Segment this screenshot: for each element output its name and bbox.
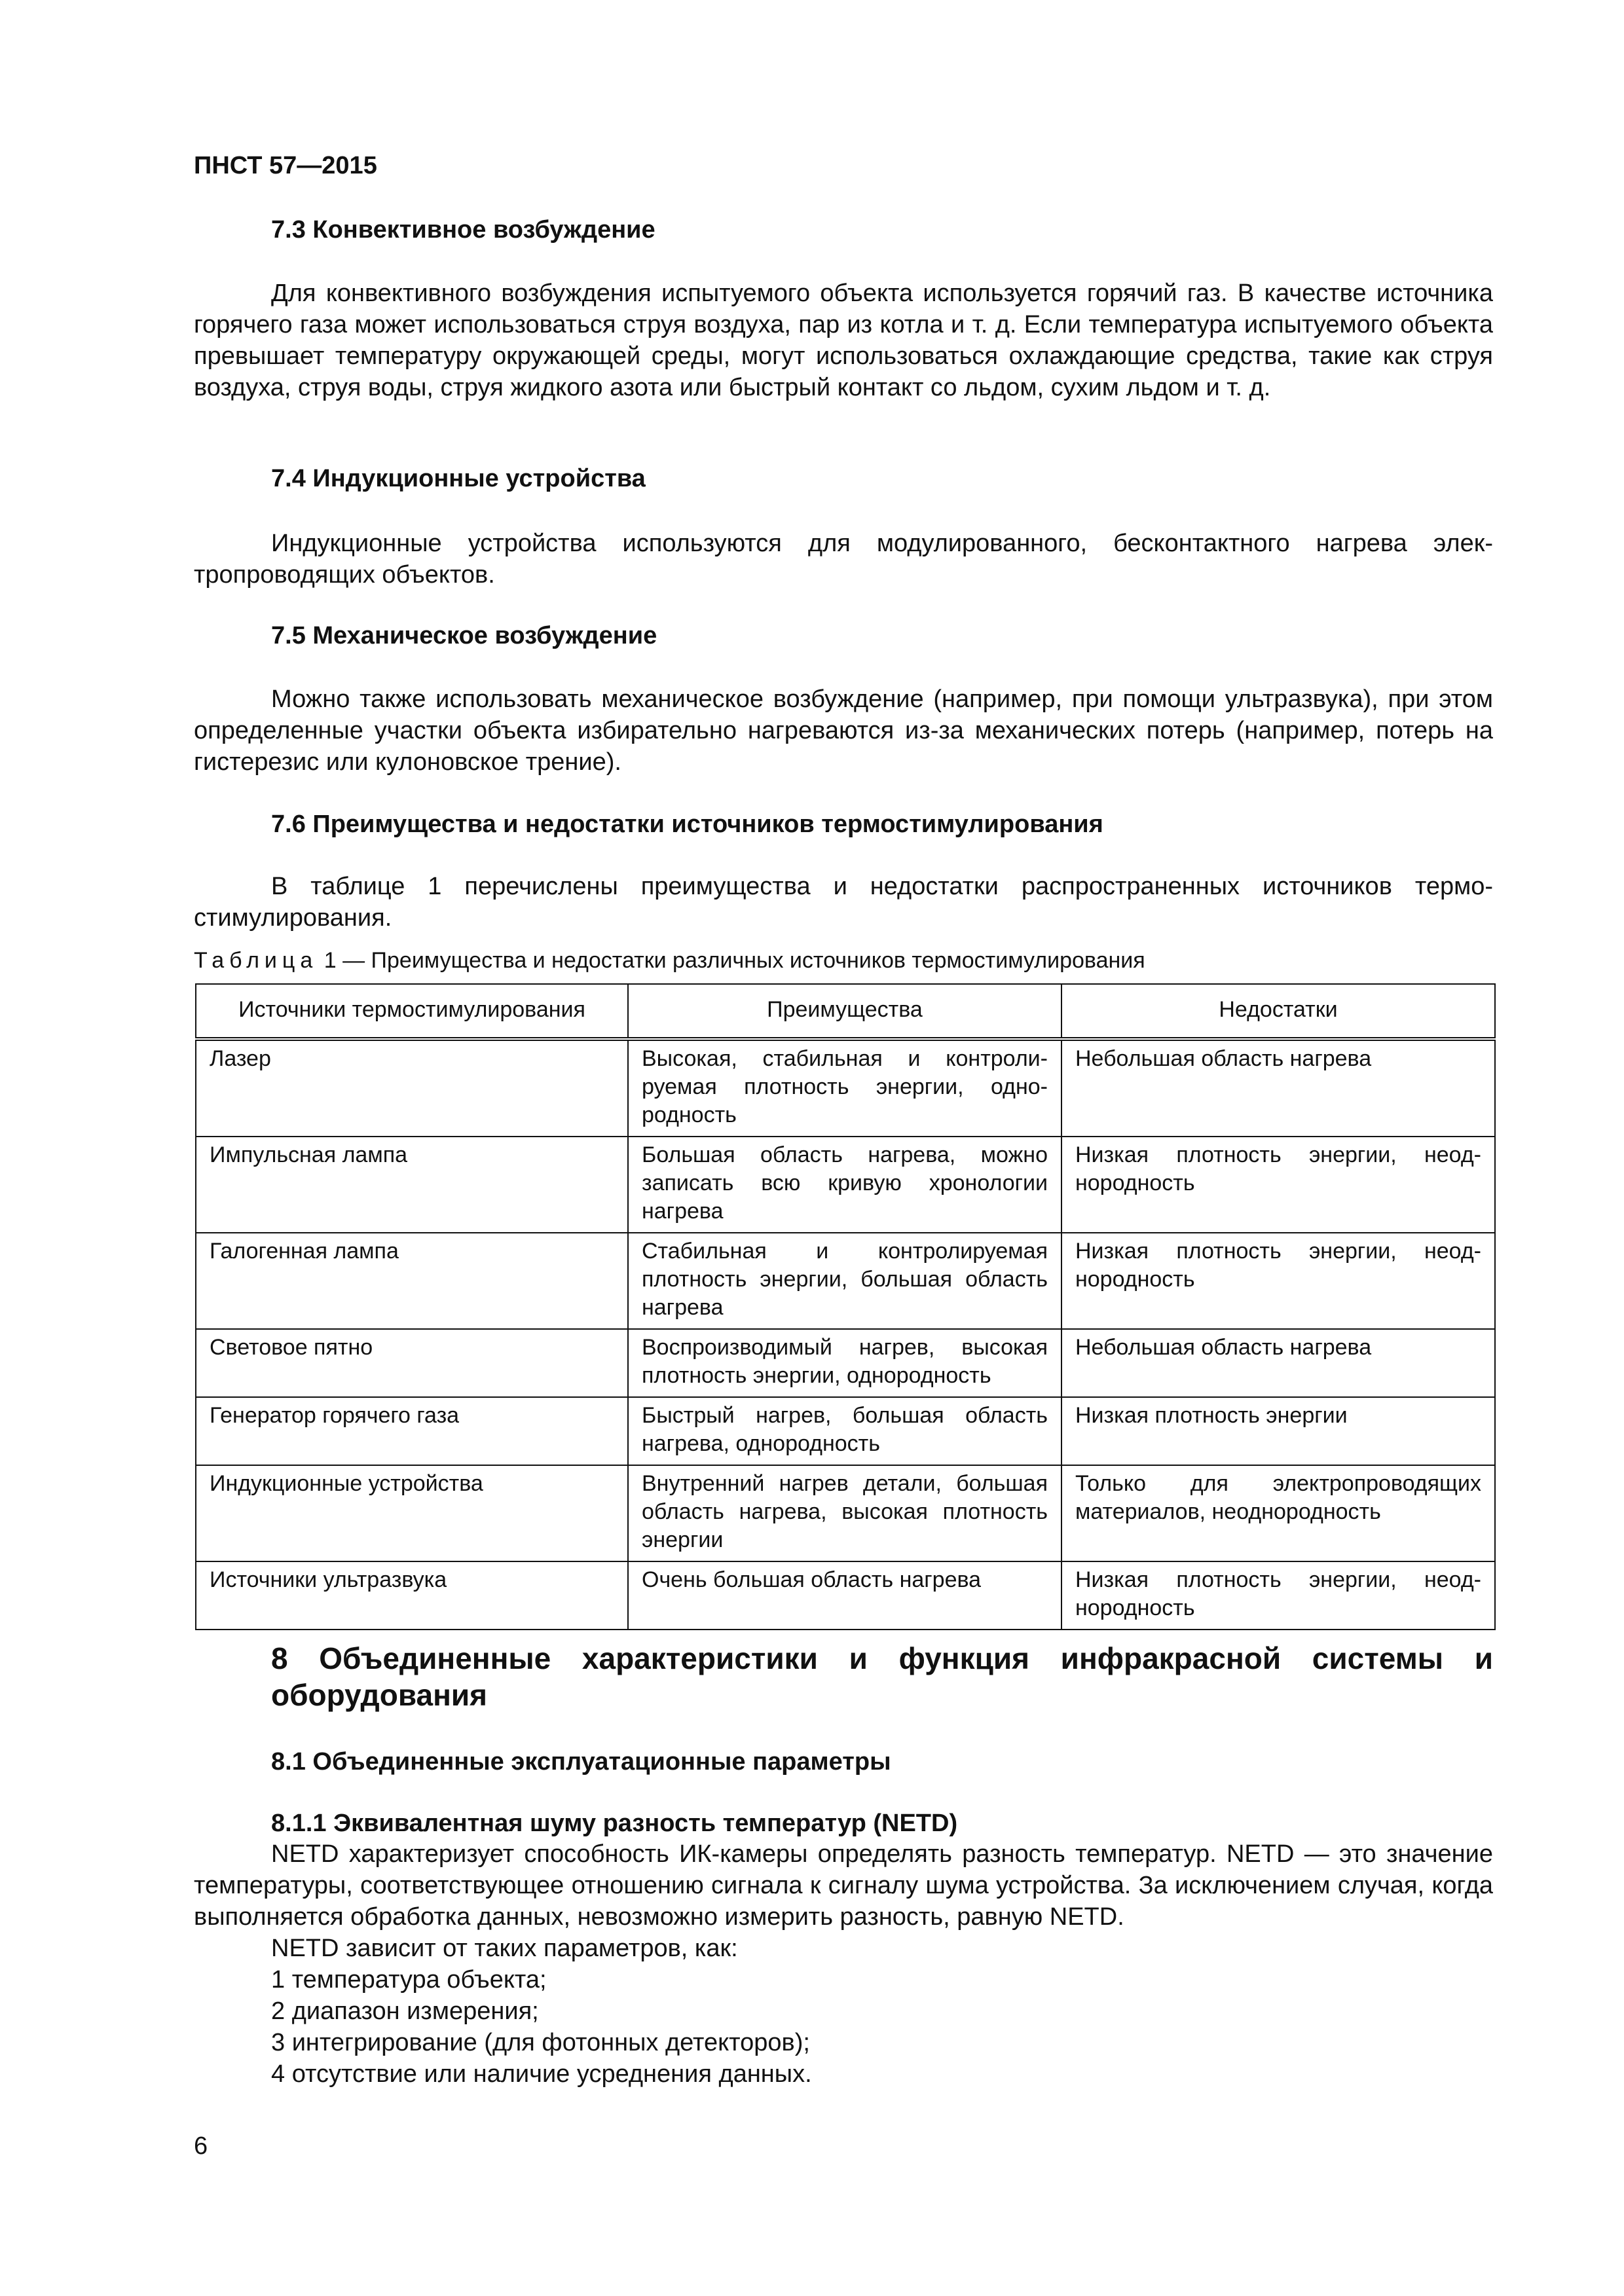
table-row [196, 1039, 1495, 1137]
netd-depends-intro: NETD зависит от таких параметров, как: [271, 1935, 738, 1962]
cell-advantages: Внутренний нагрев детали, большая область нагрева, высокая плотность энергии [628, 1465, 1061, 1561]
netd-description: NETD характеризует способность ИК-камеры определять разность температур. NETD — это значение температуры, соответствующее отношению сигнала к сигналу шума устройства. За исключением случая, когда выполняется обработка данных, невозможно измерить разность, равную NETD. [194, 1840, 1493, 1931]
section-8-1-1-title: 8.1.1 Эквивалентная шуму разность температур (NETD) [271, 1810, 958, 1837]
section-7-6-title: 7.6 Преимущества и недостатки источников термостимулирования [271, 811, 1103, 838]
cell-disadvantages: Низкая плотность энергии [1061, 1397, 1495, 1465]
cell-disadvantages: Небольшая область нагрева [1061, 1039, 1495, 1137]
cell-advantages: Воспроизводимый нагрев, высокая плотность энергии, однородность [628, 1329, 1061, 1397]
list-item: 4 отсутствие или наличие усреднения данных. [271, 2060, 812, 2088]
section-8-title: 8 Объединенные характеристики и функция инфракрасной системы и оборудования [271, 1641, 1493, 1712]
cell-advantages: Очень большая область нагрева [628, 1561, 1061, 1630]
cell-advantages: Быстрый нагрев, большая область нагрева, однородность [628, 1397, 1061, 1465]
section-7-4-title: 7.4 Индукционные устройства [271, 465, 646, 492]
section-7-3-title: 7.3 Конвективное возбуждение [271, 216, 655, 244]
cell-disadvantages: Только для электропроводящих материалов, неоднородность [1061, 1465, 1495, 1561]
page-number: 6 [194, 2132, 208, 2160]
cell-source: Индукционные устройства [196, 1465, 628, 1561]
table-row [196, 1233, 1495, 1329]
cell-source: Лазер [196, 1039, 628, 1137]
list-item: 3 интегрирование (для фотонных детекторов); [271, 2029, 810, 2056]
table-row [196, 1561, 1495, 1630]
section-7-3-text: Для конвективного возбуждения испытуемого объекта используется горячий газ. В качестве источника горячего газа может использоваться струя воздуха, пар из котла и т. д. Если температура испытуемого объекта превышает температуру окружающей среды, могут использоваться охлаждающие средства, такие как струя воздуха, струя воды, струя жидкого азота или быстрый контакт со льдом, сухим льдом и т. д. [194, 280, 1493, 401]
section-7-6-text: В таблице 1 перечислены преимущества и недостатки распространенных источников термостимулирования. [194, 873, 1493, 932]
cell-source: Импульсная лампа [196, 1137, 628, 1233]
header-sources: Источники термостимулирования [196, 984, 628, 1039]
list-item: 1 температура объекта; [271, 1966, 547, 1994]
header-disadvantages: Недостатки [1061, 984, 1495, 1039]
heat-sources-table [195, 983, 1496, 1630]
table-caption [194, 948, 1145, 974]
list-item: 2 диапазон измерения; [271, 1997, 539, 2025]
table-caption-text: 1 — Преимущества и недостатки различных источников термостимулирования [318, 948, 1145, 973]
document-code: ПНСТ 57—2015 [194, 152, 377, 179]
table-header-row [196, 984, 1495, 1039]
cell-source: Источники ультразвука [196, 1561, 628, 1630]
table-row [196, 1465, 1495, 1561]
section-7-4-text: Индукционные устройства используются для модулированного, бесконтактного нагрева электропроводящих объектов. [194, 530, 1493, 589]
cell-source: Галогенная лампа [196, 1233, 628, 1329]
cell-advantages: Большая область нагрева, можно записать всю кривую хронологии нагрева [628, 1137, 1061, 1233]
cell-disadvantages: Низкая плотность энергии, неоднородность [1061, 1137, 1495, 1233]
table-caption-label: Таблица [194, 948, 318, 973]
header-advantages: Преимущества [628, 984, 1061, 1039]
cell-disadvantages: Небольшая область нагрева [1061, 1329, 1495, 1397]
cell-advantages: Стабильная и контролируемая плотность энергии, большая область нагрева [628, 1233, 1061, 1329]
section-8-1-title: 8.1 Объединенные эксплуатационные параметры [271, 1748, 891, 1776]
cell-advantages: Высокая, стабильная и контролируемая плотность энергии, однородность [628, 1039, 1061, 1137]
table-row [196, 1397, 1495, 1465]
cell-source: Световое пятно [196, 1329, 628, 1397]
cell-source: Генератор горячего газа [196, 1397, 628, 1465]
table-row [196, 1137, 1495, 1233]
table-row [196, 1329, 1495, 1397]
section-7-5-text: Можно также использовать механическое возбуждение (например, при помощи ультразвука), при этом определенные участки объекта избирательно нагреваются из-за механических потерь (например, потерь на гистерезис или кулоновское трение). [194, 685, 1493, 776]
cell-disadvantages: Низкая плотность энергии, неоднородность [1061, 1561, 1495, 1630]
section-7-5-title: 7.5 Механическое возбуждение [271, 622, 657, 649]
cell-disadvantages: Низкая плотность энергии, неоднородность [1061, 1233, 1495, 1329]
